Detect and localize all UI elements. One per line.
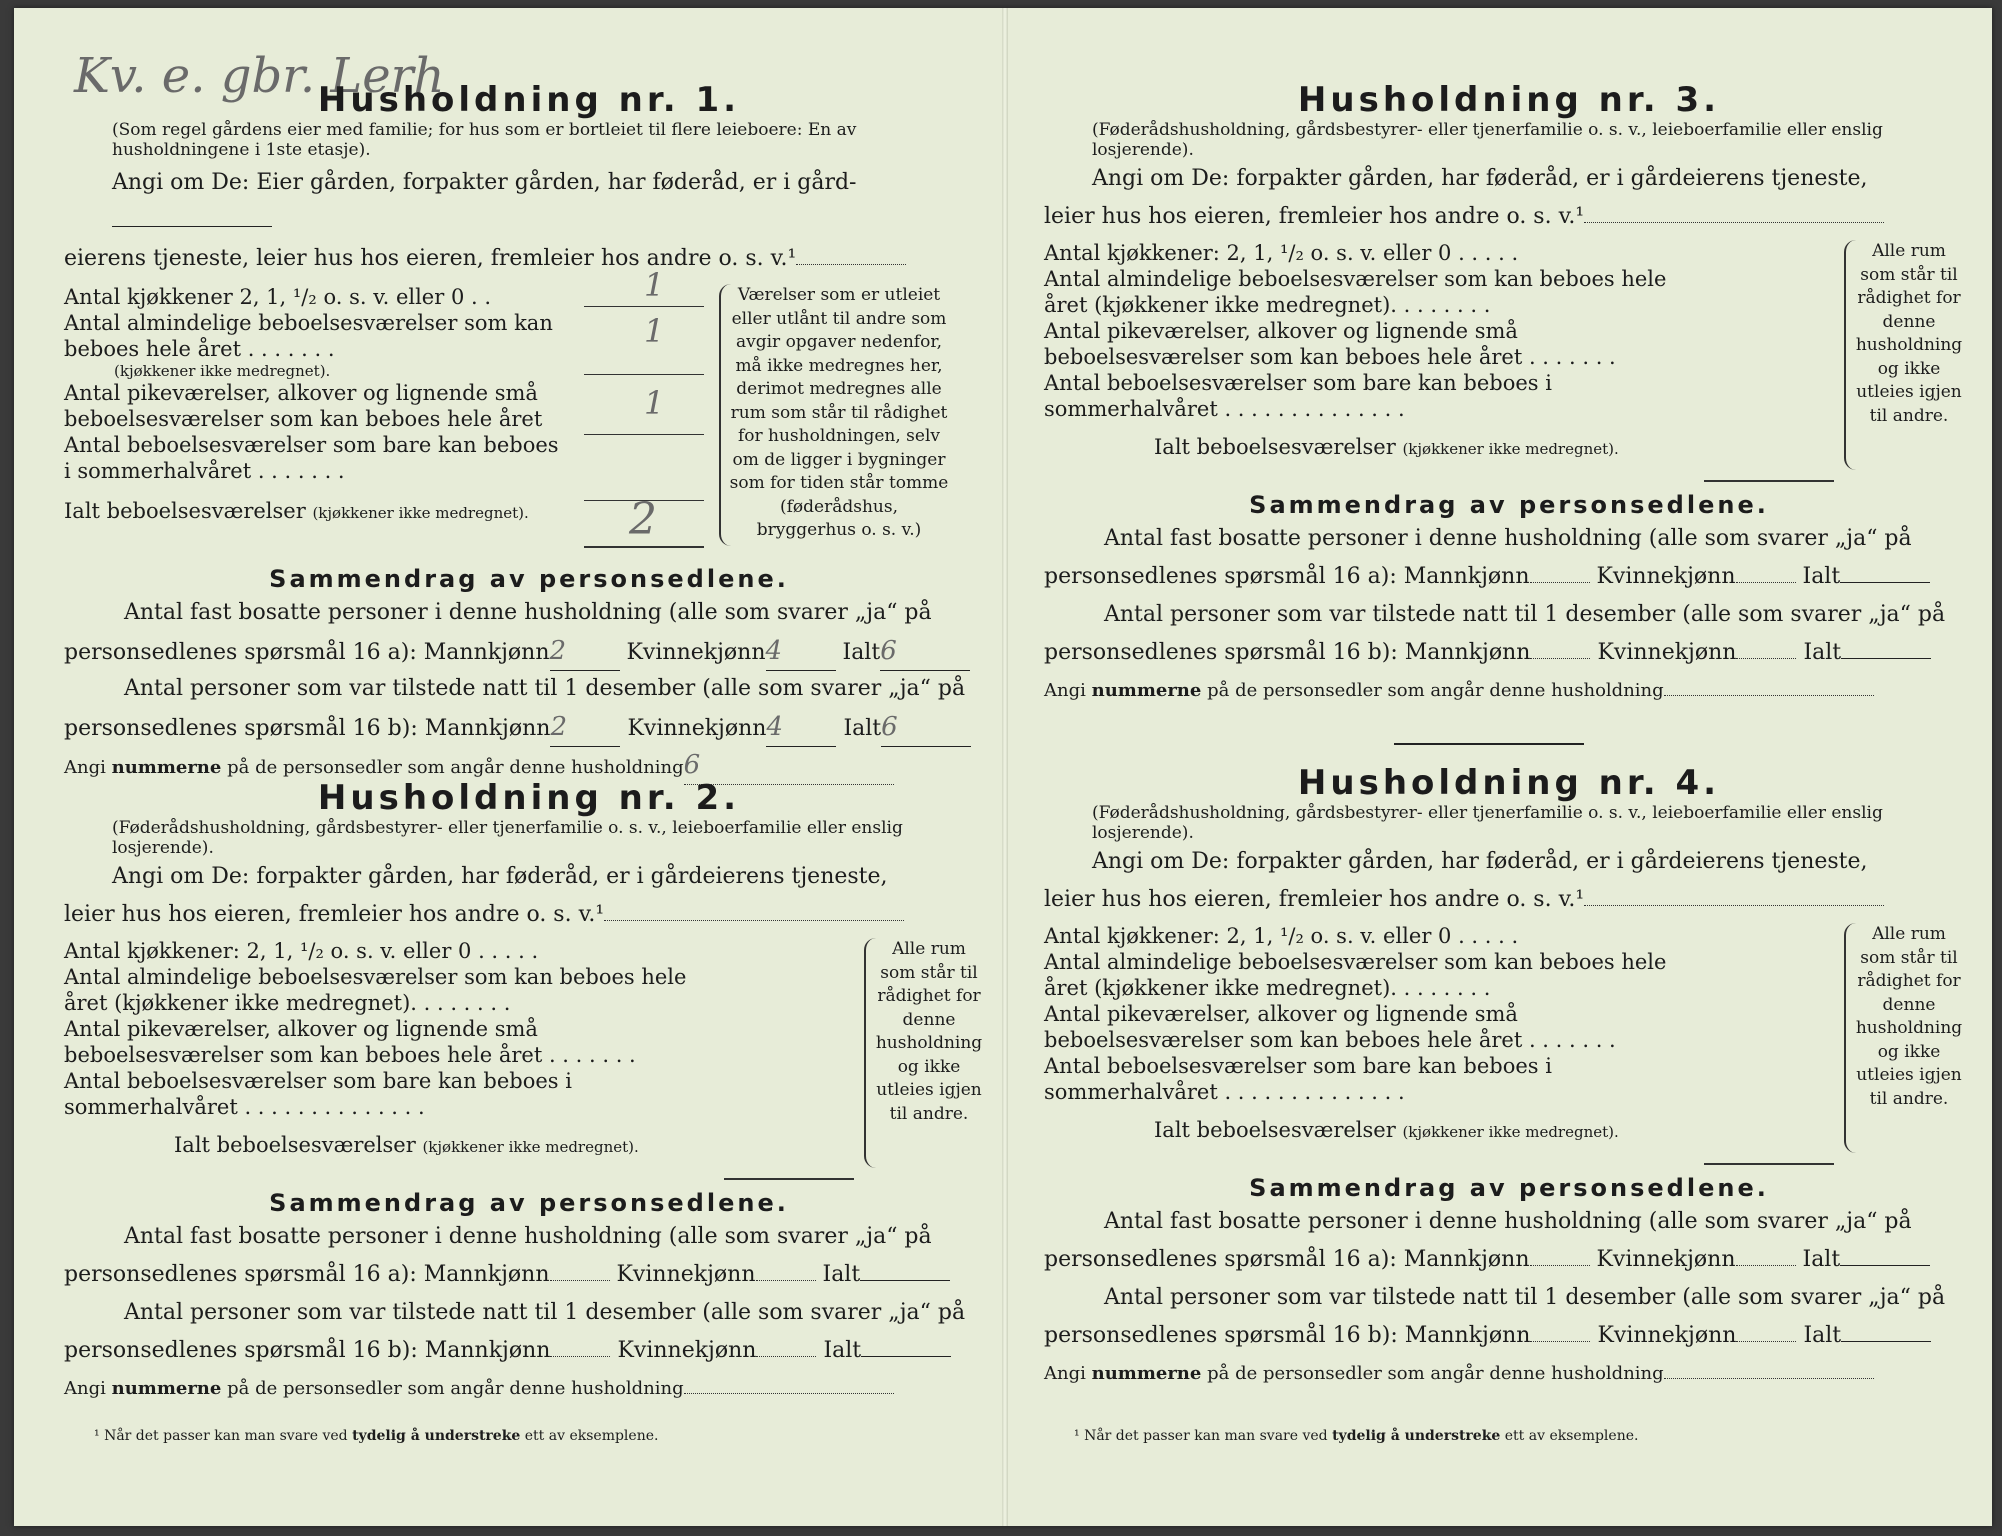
- footnote-pre: ¹ Når det passer kan man svare ved: [94, 1428, 348, 1444]
- kitchens-question: Antal kjøkkener: 2, 1, ¹/₂ o. s. v. eller 0 . . . . .: [1044, 924, 1519, 948]
- numbers-label-bold: nummerne: [111, 757, 222, 778]
- household-3-rooms: [1044, 240, 1974, 490]
- footnote-pre: ¹ Når det passer kan man svare ved: [1074, 1428, 1328, 1444]
- ordinary-rooms-answer: 1: [644, 312, 665, 350]
- total-label: Ialt: [1803, 640, 1842, 665]
- numbers-label-post: på de personsedler som angår denne husholdning: [1207, 680, 1664, 701]
- total-rooms-note: (kjøkkener ikke medregnet).: [422, 1138, 639, 1156]
- household-2-side-note: Alle rum som står til rådighet for denne husholdning og ikke utleies igjen til andre.: [875, 939, 983, 1124]
- question-text-cont: eierens tjeneste, leier hus hos eieren, fremleier hos andre o. s. v.¹: [64, 246, 797, 271]
- rooms-questions: [1044, 923, 1704, 1143]
- household-1-question: [64, 164, 994, 240]
- ordinary-rooms-note: (kjøkkener ikke medregnet).: [114, 362, 331, 380]
- female-label: Kvinnekjønn: [1596, 1247, 1736, 1272]
- summary-a-intro: Antal fast bosatte personer i denne husholdning (alle som svarer „ja“ på: [124, 1224, 932, 1249]
- rooms-questions: [64, 284, 564, 524]
- page-fold: [1002, 8, 1008, 1526]
- numbers-label-bold: nummerne: [1091, 680, 1202, 701]
- numbers-row: [1044, 672, 1974, 710]
- household-1-question-cont: [64, 240, 994, 278]
- household-1-note: (Som regel gårdens eier med familie; for hus som er bortleiet til flere leieboere: En av husholdningene i 1ste etasje).: [112, 120, 857, 160]
- household-1-title: Husholdning nr. 1.: [317, 80, 741, 120]
- footnote-bold: tydelig å understreke: [1332, 1428, 1501, 1444]
- maid-rooms-question: Antal pikeværelser, alkover og lignende små beboelsesværelser som kan beboes hele året . . . . . . .: [1044, 1002, 1616, 1052]
- summary-a-label: personsedlenes spørsmål 16 a):: [64, 1262, 417, 1287]
- household-4-question-cont: [1044, 881, 1974, 919]
- total-label: Ialt: [822, 1262, 861, 1287]
- maid-rooms-question: Antal pikeværelser, alkover og lignende små beboelsesværelser som kan beboes hele året: [64, 381, 543, 431]
- ordinary-rooms-question: Antal almindelige beboelsesværelser som kan beboes hele året (kjøkkener ikke medregnet). . . . . . . .: [64, 965, 687, 1015]
- household-1-summary-title: Sammendrag av personsedlene.: [269, 565, 789, 593]
- summer-rooms-question: Antal beboelsesværelser som bare kan beboes i sommerhalvåret . . . . . . .: [64, 433, 559, 483]
- summary-a-row: [1044, 1241, 1974, 1279]
- female-label: Kvinnekjønn: [1596, 564, 1736, 589]
- total-label: Ialt: [1802, 564, 1841, 589]
- household-2-question-cont: [64, 896, 994, 934]
- total-rooms-label: Ialt beboelsesværelser: [174, 1133, 416, 1157]
- numbers-label-pre: Angi: [64, 757, 106, 778]
- numbers-row: [64, 1370, 994, 1408]
- question-text-cont: leier hus hos eieren, fremleier hos andre o. s. v.¹: [1044, 204, 1585, 229]
- household-3-section: [1044, 80, 1974, 710]
- female-label: Kvinnekjønn: [1597, 640, 1737, 665]
- summary-b-label: personsedlenes spørsmål 16 b):: [64, 1338, 418, 1363]
- summary-b-label: personsedlenes spørsmål 16 b):: [64, 716, 418, 741]
- total-rooms-note: (kjøkkener ikke medregnet).: [1402, 1123, 1619, 1141]
- numbers-row: [1044, 1355, 1974, 1393]
- summary-b-intro: Antal personer som var tilstede natt til 1 desember (alle som svarer „ja“ på: [124, 1300, 966, 1325]
- household-4-side-note: Alle rum som står til rådighet for denne husholdning og ikke utleies igjen til andre.: [1855, 924, 1963, 1109]
- male-label: Mannkjønn: [424, 716, 551, 741]
- total-rooms-label: Ialt beboelsesværelser: [1154, 1118, 1396, 1142]
- ordinary-rooms-question: Antal almindelige beboelsesværelser som kan beboes hele året (kjøkkener ikke medregnet). . . . . . . .: [1044, 950, 1667, 1000]
- summary-a-intro: Antal fast bosatte personer i denne husholdning (alle som svarer „ja“ på: [1104, 1209, 1912, 1234]
- right-page: [1044, 8, 1974, 1526]
- summary-b-female: 4: [766, 708, 836, 747]
- handwritten-note-top: Kv. e. gbr. Lerh: [74, 48, 445, 104]
- summer-rooms-question: Antal beboelsesværelser som bare kan beboes i sommerhalvåret . . . . . . . . . . . . . .: [1044, 1054, 1552, 1104]
- numbers-answer: 6: [684, 746, 894, 785]
- household-3-summary-title: Sammendrag av personsedlene.: [1249, 491, 1769, 519]
- summer-rooms-question: Antal beboelsesværelser som bare kan beboes i sommerhalvåret . . . . . . . . . . . . . .: [1044, 371, 1552, 421]
- total-rooms-answer: 2: [629, 494, 657, 545]
- summary-b-intro: Antal personer som var tilstede natt til 1 desember (alle som svarer „ja“ på: [124, 676, 966, 701]
- female-label: Kvinnekjønn: [626, 640, 766, 665]
- numbers-label-bold: nummerne: [1091, 1363, 1202, 1384]
- footnote-bold: tydelig å understreke: [352, 1428, 521, 1444]
- question-text: Angi om De: Eier gården, forpakter gården, har føderåd, er i gård-: [112, 170, 857, 195]
- numbers-label-pre: Angi: [64, 1378, 106, 1399]
- summary-b-label: personsedlenes spørsmål 16 b):: [1044, 640, 1398, 665]
- household-1-section: [64, 80, 994, 784]
- household-2-title: Husholdning nr. 2.: [317, 778, 741, 818]
- ordinary-rooms-question: Antal almindelige beboelsesværelser som kan beboes hele året (kjøkkener ikke medregnet). . . . . . . .: [1044, 267, 1667, 317]
- numbers-label-bold: nummerne: [111, 1378, 222, 1399]
- summary-b-label: personsedlenes spørsmål 16 b):: [1044, 1323, 1398, 1348]
- household-1-rooms: [64, 266, 994, 554]
- total-label: Ialt: [842, 640, 881, 665]
- household-4-question: Angi om De: forpakter gården, har føderåd, er i gårdeierens tjeneste,: [1092, 849, 1868, 874]
- summary-a-row: [64, 1256, 994, 1294]
- summary-b-total: 6: [881, 708, 971, 747]
- summary-b-intro: Antal personer som var tilstede natt til 1 desember (alle som svarer „ja“ på: [1104, 602, 1946, 627]
- summary-a-label: personsedlenes spørsmål 16 a):: [64, 640, 417, 665]
- summary-a-row: [64, 632, 994, 670]
- summary-a-intro: Antal fast bosatte personer i denne husholdning (alle som svarer „ja“ på: [1104, 526, 1912, 551]
- male-label: Mannkjønn: [1404, 1323, 1531, 1348]
- summary-a-female: 4: [766, 632, 836, 671]
- numbers-label-post: på de personsedler som angår denne husholdning: [1207, 1363, 1664, 1384]
- rooms-questions: [64, 938, 724, 1158]
- female-label: Kvinnekjønn: [627, 716, 767, 741]
- left-page: [64, 8, 994, 1526]
- household-4-title: Husholdning nr. 4.: [1297, 763, 1721, 803]
- summary-a-row: [1044, 558, 1974, 596]
- maid-rooms-question: Antal pikeværelser, alkover og lignende små beboelsesværelser som kan beboes hele året . . . . . . .: [64, 1017, 636, 1067]
- total-label: Ialt: [1802, 1247, 1841, 1272]
- kitchens-answer: 1: [644, 266, 665, 304]
- household-3-question: Angi om De: forpakter gården, har føderåd, er i gårdeierens tjeneste,: [1092, 166, 1868, 191]
- kitchens-question: Antal kjøkkener: 2, 1, ¹/₂ o. s. v. eller 0 . . . . .: [1044, 241, 1519, 265]
- maid-rooms-question: Antal pikeværelser, alkover og lignende små beboelsesværelser som kan beboes hele året . . . . . . .: [1044, 319, 1616, 369]
- numbers-label-pre: Angi: [1044, 680, 1086, 701]
- summer-rooms-question: Antal beboelsesværelser som bare kan beboes i sommerhalvåret . . . . . . . . . . . . . .: [64, 1069, 572, 1119]
- summary-b-male: 2: [550, 708, 620, 747]
- female-label: Kvinnekjønn: [617, 1338, 757, 1363]
- question-text-cont: leier hus hos eieren, fremleier hos andre o. s. v.¹: [64, 902, 605, 927]
- rooms-questions: [1044, 240, 1704, 460]
- summary-b-row: [64, 708, 994, 746]
- total-rooms-label: Ialt beboelsesværelser: [64, 499, 306, 523]
- household-3-side-note: Alle rum som står til rådighet for denne husholdning og ikke utleies igjen til andre.: [1855, 241, 1963, 426]
- total-label: Ialt: [1803, 1323, 1842, 1348]
- household-2-question: Angi om De: forpakter gården, har føderåd, er i gårdeierens tjeneste,: [112, 864, 888, 889]
- household-3-title: Husholdning nr. 3.: [1297, 80, 1721, 120]
- female-label: Kvinnekjønn: [1597, 1323, 1737, 1348]
- female-label: Kvinnekjønn: [616, 1262, 756, 1287]
- maid-rooms-answer: 1: [644, 384, 665, 422]
- numbers-label-post: på de personsedler som angår denne husholdning: [227, 757, 684, 778]
- household-3-question-cont: [1044, 198, 1974, 236]
- question-text-cont: leier hus hos eieren, fremleier hos andre o. s. v.¹: [1044, 887, 1585, 912]
- summary-a-label: personsedlenes spørsmål 16 a):: [1044, 564, 1397, 589]
- summary-b-row: [1044, 634, 1974, 672]
- household-2-section: [64, 778, 994, 1408]
- ordinary-rooms-question: Antal almindelige beboelsesværelser som kan beboes hele året . . . . . . .: [64, 311, 553, 361]
- male-label: Mannkjønn: [1403, 564, 1530, 589]
- summary-a-male: 2: [550, 632, 620, 671]
- census-form-sheet: [14, 8, 1992, 1526]
- male-label: Mannkjønn: [423, 640, 550, 665]
- total-rooms-note: (kjøkkener ikke medregnet).: [1402, 440, 1619, 458]
- total-label: Ialt: [843, 716, 882, 741]
- kitchens-question: Antal kjøkkener: 2, 1, ¹/₂ o. s. v. eller 0 . . . . .: [64, 939, 539, 963]
- household-2-note: (Føderådshusholdning, gårdsbestyrer- eller tjenerfamilie o. s. v., leieboerfamilie eller enslig losjerende).: [112, 818, 903, 858]
- household-2-rooms: [64, 938, 994, 1188]
- household-4-summary-title: Sammendrag av personsedlene.: [1249, 1174, 1769, 1202]
- household-3-note: (Føderådshusholdning, gårdsbestyrer- eller tjenerfamilie o. s. v., leieboerfamilie eller enslig losjerende).: [1092, 120, 1883, 160]
- summary-b-intro: Antal personer som var tilstede natt til 1 desember (alle som svarer „ja“ på: [1104, 1285, 1946, 1310]
- total-rooms-note: (kjøkkener ikke medregnet).: [312, 504, 529, 522]
- household-1-side-note: Værelser som er utleiet eller utlånt til andre som avgir opgaver nedenfor, må ikke medregnes her, derimot medregnes alle rum som står til rådighet for husholdningen, selv om de ligger i bygninger som for tiden står tomme (føderådshus, bryggerhus o. s. v.): [729, 285, 949, 540]
- household-2-summary-title: Sammendrag av personsedlene.: [269, 1189, 789, 1217]
- summary-a-intro: Antal fast bosatte personer i denne husholdning (alle som svarer „ja“ på: [124, 600, 932, 625]
- footnote-right: [1074, 1428, 1638, 1444]
- total-rooms-label: Ialt beboelsesværelser: [1154, 435, 1396, 459]
- household-4-section: [1044, 763, 1974, 1393]
- footnote-post: ett av eksemplene.: [1504, 1428, 1639, 1444]
- total-label: Ialt: [823, 1338, 862, 1363]
- summary-a-label: personsedlenes spørsmål 16 a):: [1044, 1247, 1397, 1272]
- male-label: Mannkjønn: [423, 1262, 550, 1287]
- kitchens-question: Antal kjøkkener 2, 1, ¹/₂ o. s. v. eller 0 . .: [64, 285, 492, 309]
- numbers-label-pre: Angi: [1044, 1363, 1086, 1384]
- household-4-rooms: [1044, 923, 1974, 1173]
- summary-b-row: [64, 1332, 994, 1370]
- summary-a-total: 6: [880, 632, 970, 671]
- male-label: Mannkjønn: [424, 1338, 551, 1363]
- numbers-label-post: på de personsedler som angår denne husholdning: [227, 1378, 684, 1399]
- section-separator: [1394, 743, 1584, 745]
- household-4-note: (Føderådshusholdning, gårdsbestyrer- eller tjenerfamilie o. s. v., leieboerfamilie eller enslig losjerende).: [1092, 803, 1883, 843]
- male-label: Mannkjønn: [1403, 1247, 1530, 1272]
- summary-b-row: [1044, 1317, 1974, 1355]
- footnote-post: ett av eksemplene.: [524, 1428, 659, 1444]
- footnote-left: [94, 1428, 658, 1444]
- male-label: Mannkjønn: [1404, 640, 1531, 665]
